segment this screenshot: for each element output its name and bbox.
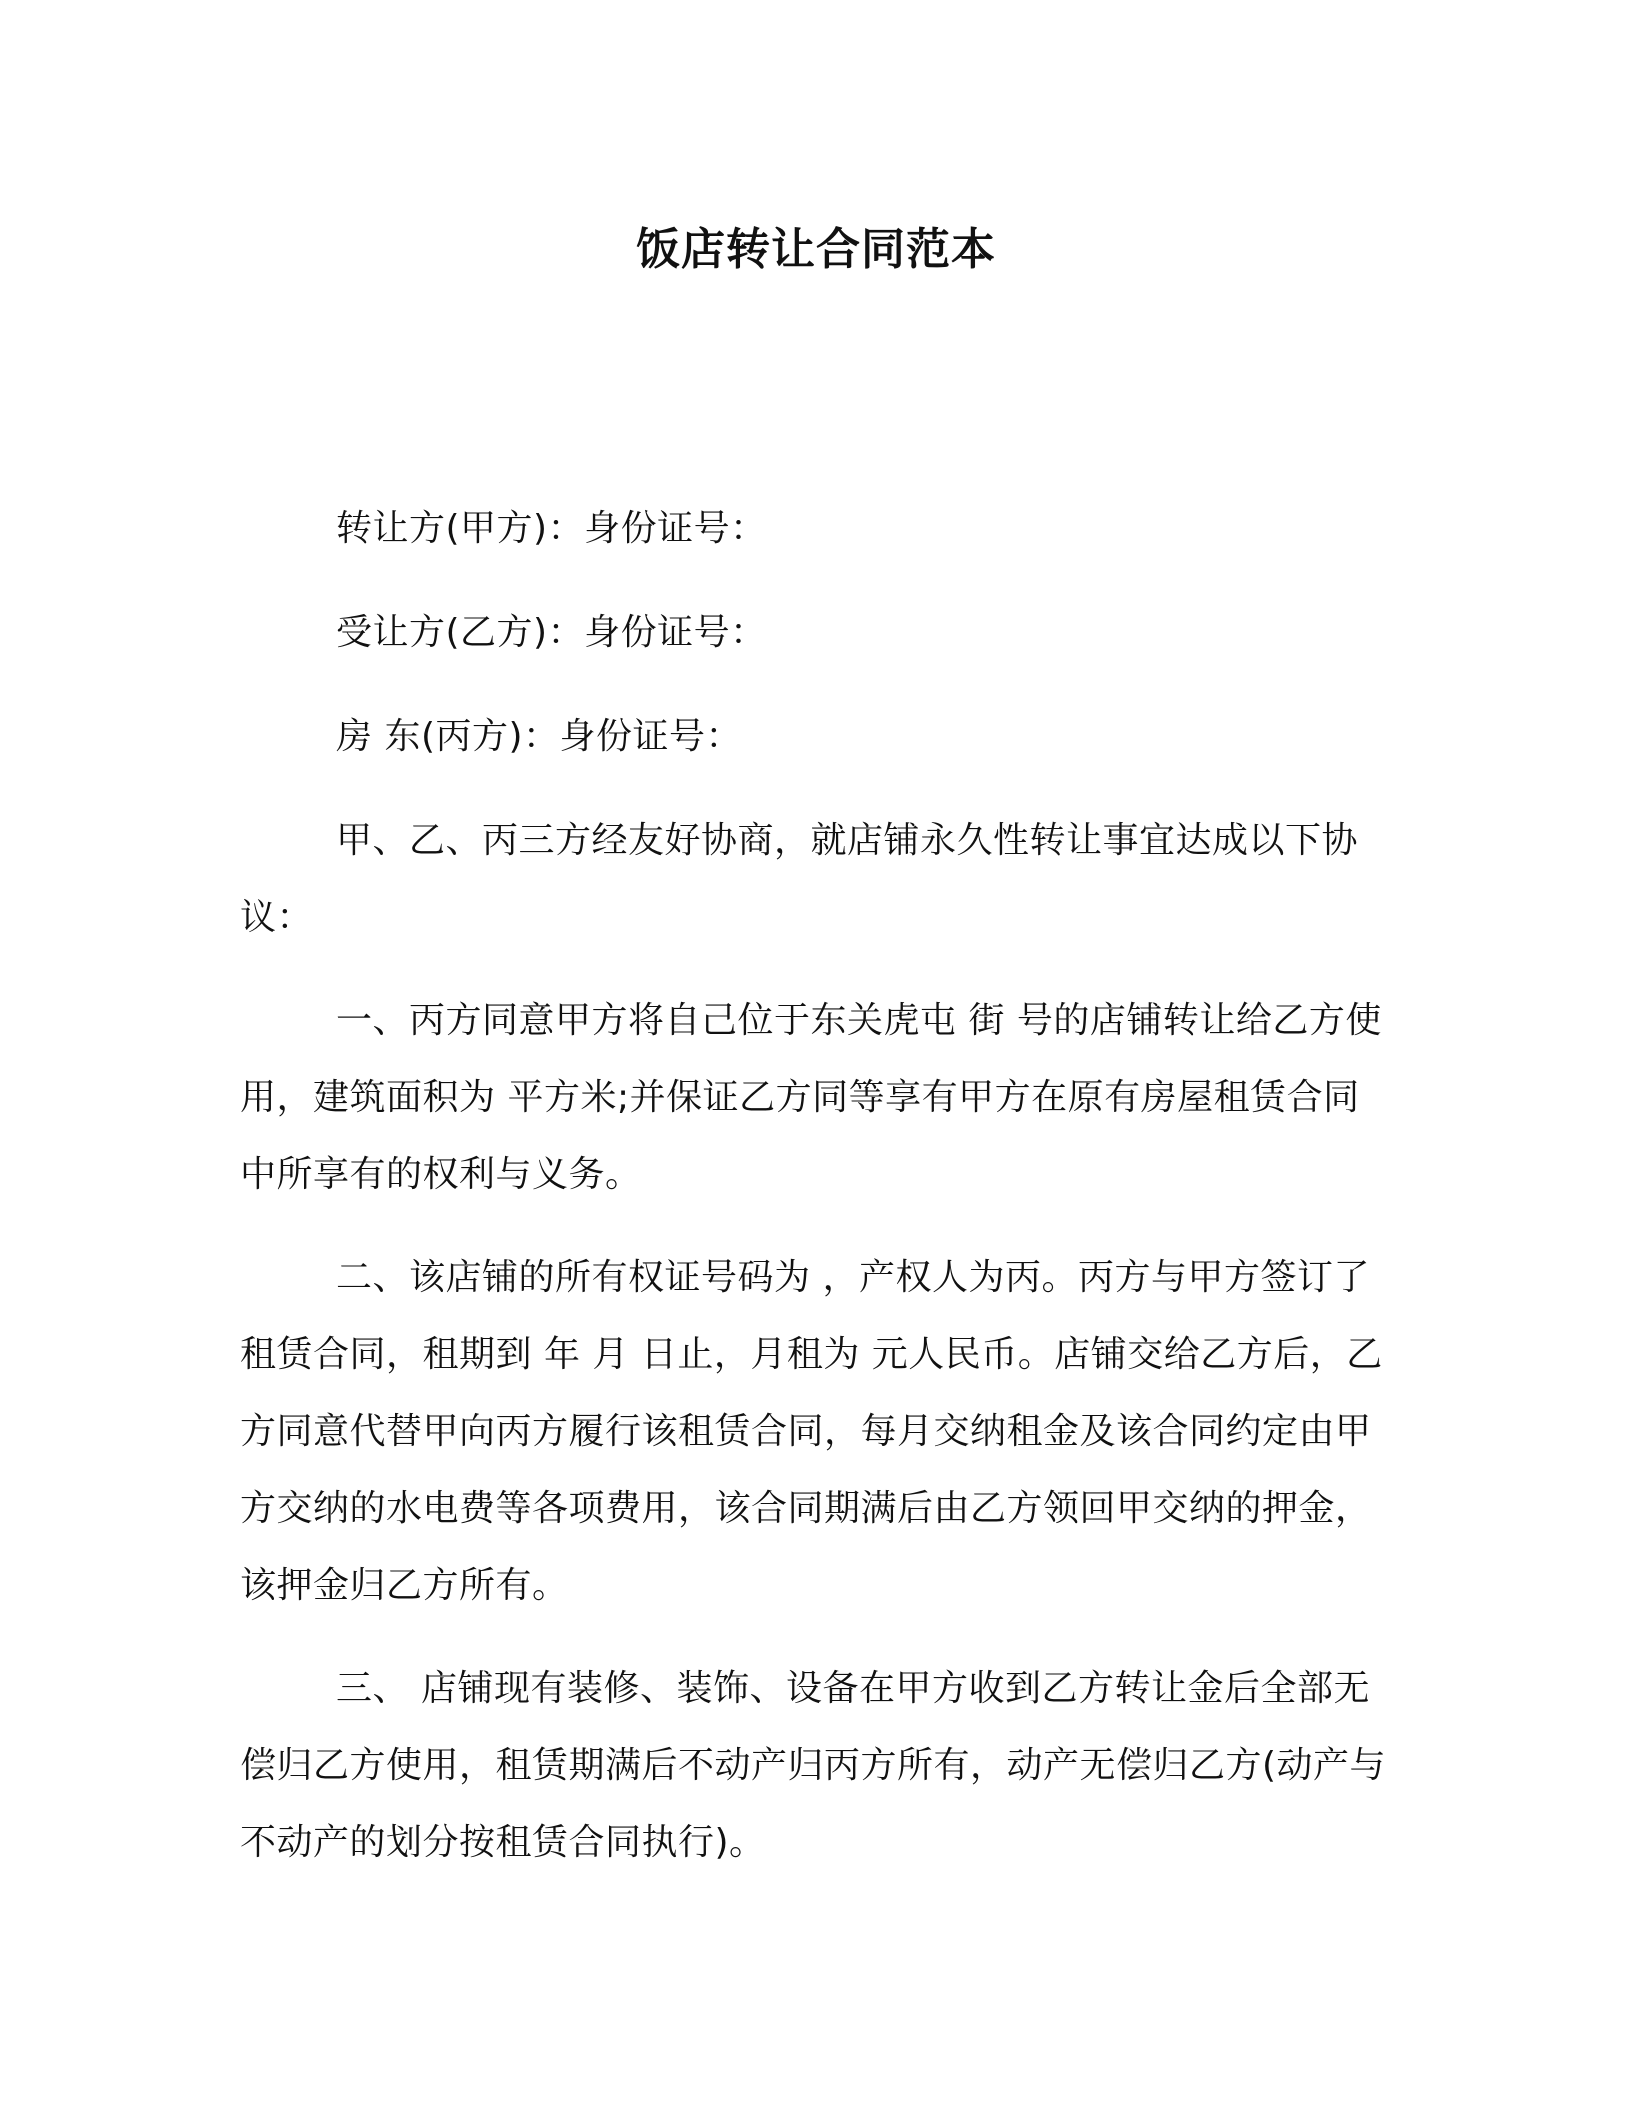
document-body	[240, 490, 1392, 1907]
agreement-intro: 甲、乙、丙三方经友好协商，就店铺永久性转让事宜达成以下协议：	[240, 820, 1359, 938]
party-a-line: 转让方(甲方)：身份证号：	[336, 508, 767, 549]
clause-2: 二、该店铺的所有权证号码为 ，产权人为丙。丙方与甲方签订了租赁合同，租期到 年 月 日止，月租为 元人民币。店铺交给乙方后，乙方同意代替甲向丙方履行该租赁合同，每月交纳租金及该合同约定由甲方交纳的水电费等各项费用，该合同期满后由乙方领回甲交纳的押金，该押金归乙方所有。	[240, 1257, 1383, 1606]
party-c-line: 房 东(丙方)：身份证号：	[336, 716, 743, 757]
party-b-line: 受让方(乙方)：身份证号：	[336, 612, 767, 653]
document-title: 饭店转让合同范本	[636, 224, 996, 275]
clause-1: 一、丙方同意甲方将自己位于东关虎屯 街 号的店铺转让给乙方使用，建筑面积为 平方米;并保证乙方同等享有甲方在原有房屋租赁合同中所享有的权利与义务。	[240, 1000, 1382, 1195]
clause-3: 三、 店铺现有装修、装饰、设备在甲方收到乙方转让金后全部无偿归乙方使用，租赁期满后不动产归丙方所有，动产无偿归乙方(动产与不动产的划分按租赁合同执行)。	[240, 1668, 1387, 1863]
